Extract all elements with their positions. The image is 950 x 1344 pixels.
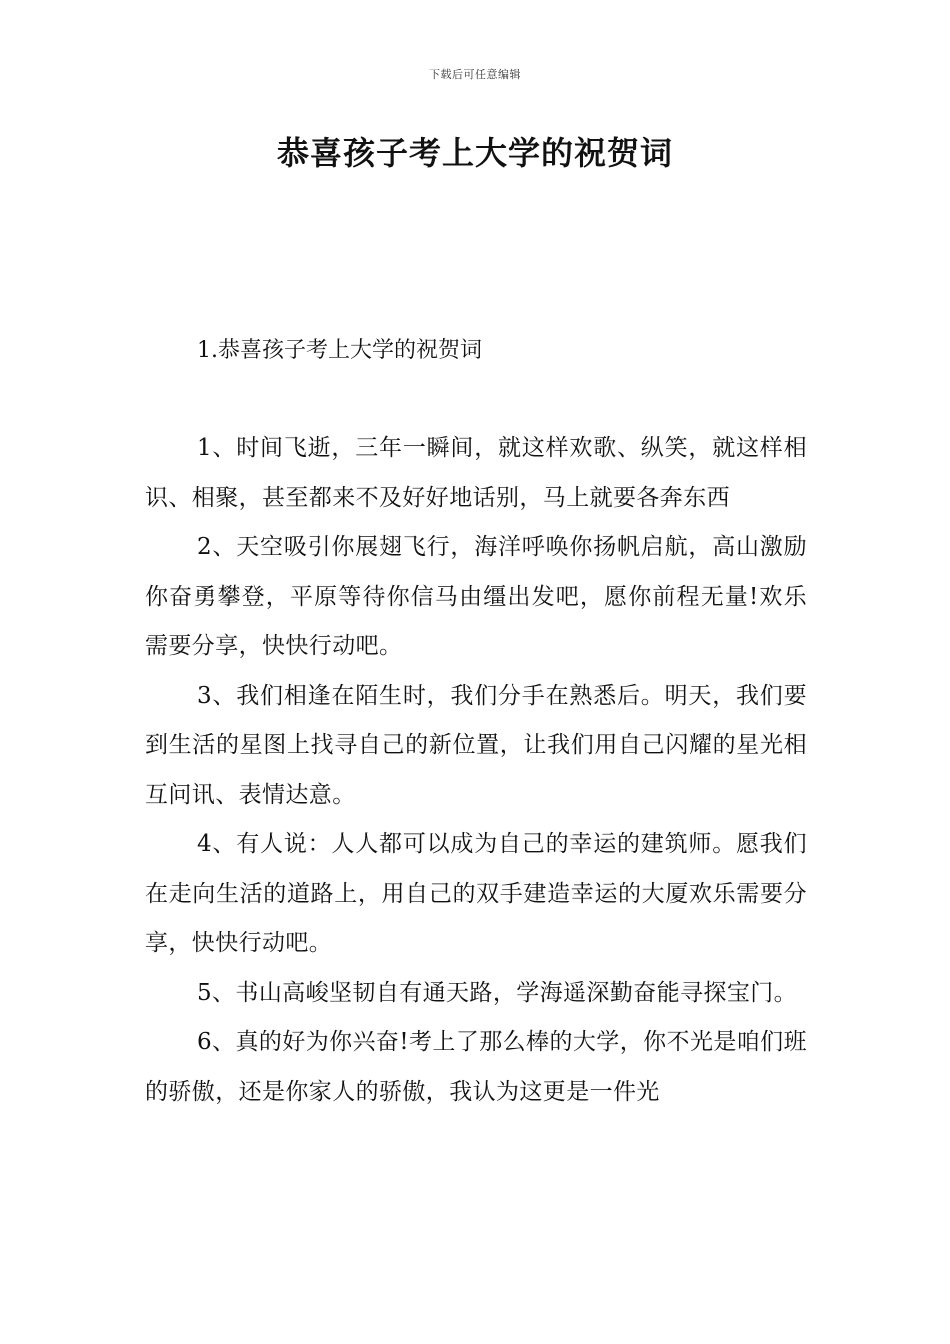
paragraph-6: 6、真的好为你兴奋!考上了那么棒的大学，你不光是咱们班的骄傲，还是你家人的骄傲，我认为这更是一件光 [145, 1029, 807, 1105]
document-title: 恭喜孩子考上大学的祝贺词 [276, 134, 673, 172]
section-heading: 1.恭喜孩子考上大学的祝贺词 [197, 338, 482, 363]
paragraph-4: 4、有人说：人人都可以成为自己的幸运的建筑师。愿我们在走向生活的道路上，用自己的双手建造幸运的大厦欢乐需要分享，快快行动吧。 [145, 831, 807, 956]
paragraph-5: 5、书山高峻坚韧自有通天路，学海遥深勤奋能寻探宝门。 [197, 979, 798, 1006]
paragraph-1: 1、时间飞逝，三年一瞬间，就这样欢歌、纵笑，就这样相识、相聚，甚至都来不及好好地话别，马上就要各奔东西 [145, 435, 807, 511]
body-text [145, 424, 807, 1117]
paragraph-2: 2、天空吸引你展翅飞行，海洋呼唤你扬帆启航，高山激励你奋勇攀登，平原等待你信马由缰出发吧，愿你前程无量!欢乐需要分享，快快行动吧。 [145, 534, 807, 659]
header-note: 下载后可任意编辑 [429, 68, 521, 81]
paragraph-3: 3、我们相逢在陌生时，我们分手在熟悉后。明天，我们要到生活的星图上找寻自己的新位置，让我们用自己闪耀的星光相互问讯、表情达意。 [145, 682, 807, 808]
